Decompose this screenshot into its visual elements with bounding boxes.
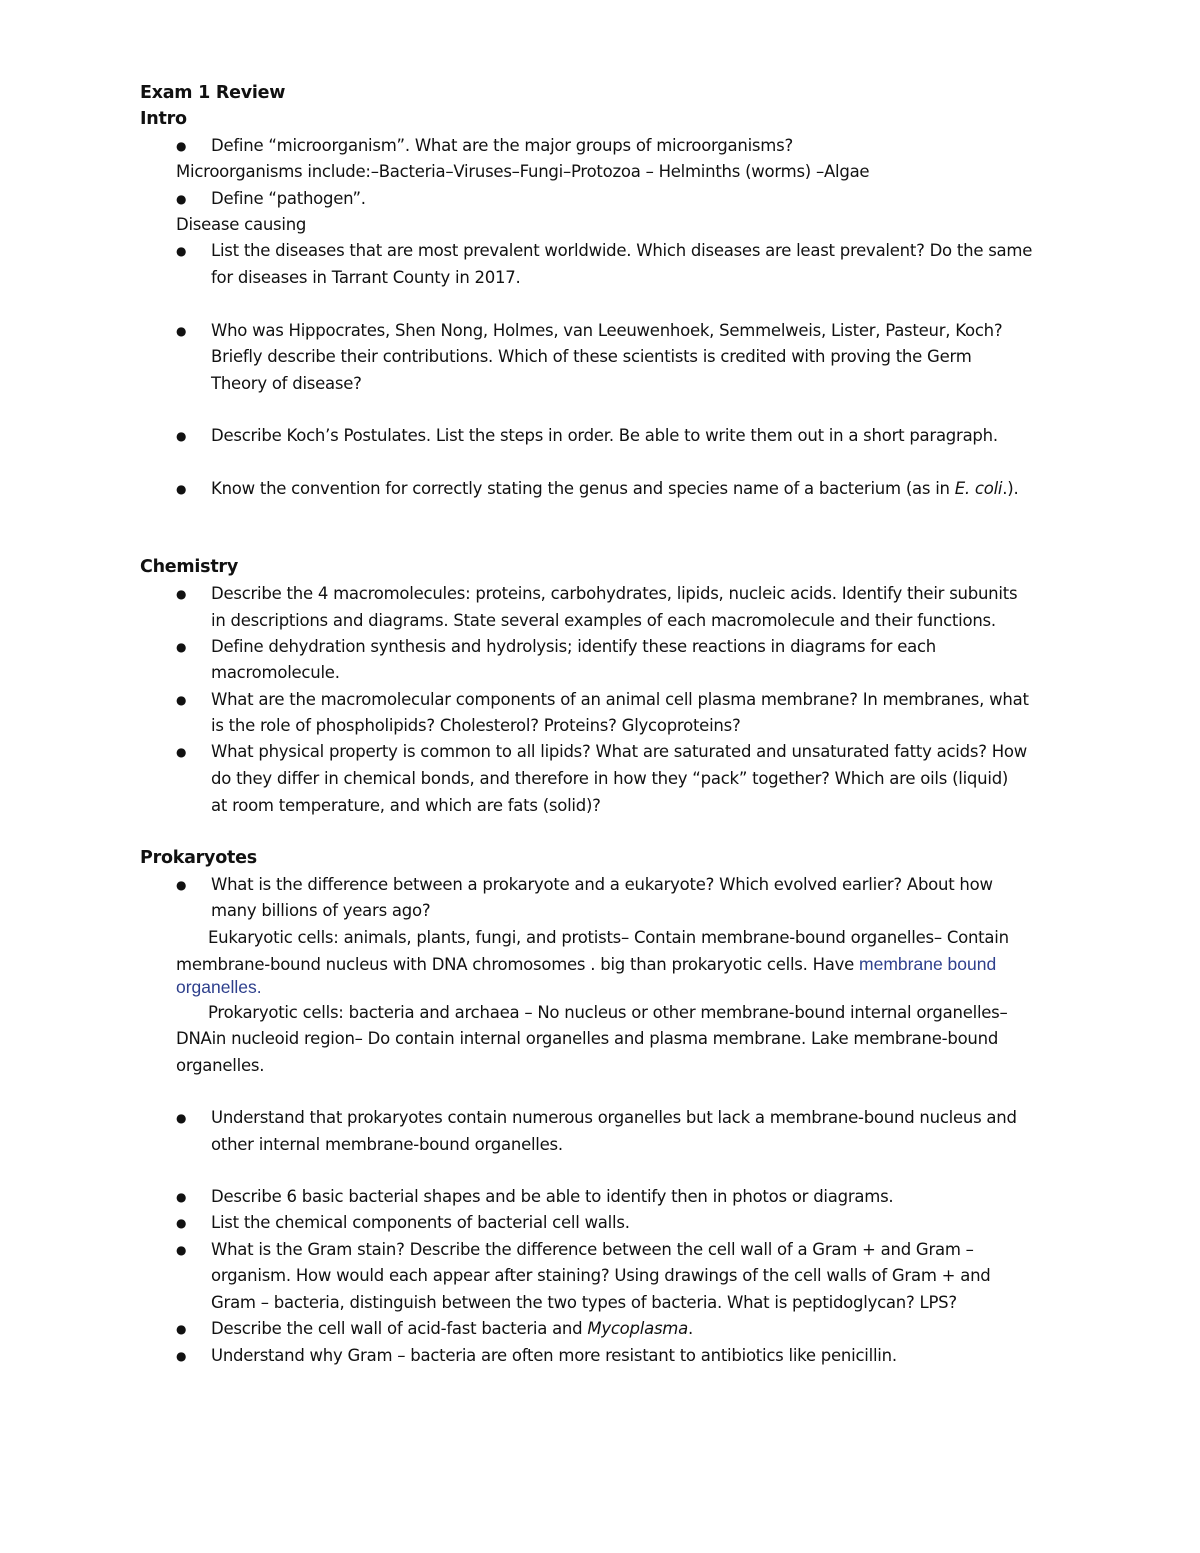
intro-question-1: Define “microorganism”. What are the major groups of microorganisms?: [211, 136, 793, 155]
prokaryotes-question-3: Describe 6 basic bacterial shapes and be able to identify then in photos or diagrams.: [211, 1187, 894, 1206]
intro-question-3-line-2: for diseases in Tarrant County in 2017.: [211, 268, 521, 287]
prokaryotes-question-6: [211, 1318, 693, 1340]
bullet-icon: ●: [176, 745, 187, 759]
intro-question-2: Define “pathogen”.: [211, 189, 366, 208]
species-name-italic: E. coli: [954, 479, 1003, 498]
prokaryotes-question-1-line-2: many billions of years ago?: [211, 901, 431, 920]
bullet-icon: ●: [176, 1190, 187, 1204]
bullet-icon: ●: [176, 878, 187, 892]
bullet-icon: ●: [176, 324, 187, 338]
prokaryote-answer-line-1: Prokaryotic cells: bacteria and archaea – No nucleus or other membrane-bound internal organelles–: [208, 1003, 1008, 1022]
chemistry-question-3-line-2: is the role of phospholipids? Cholesterol? Proteins? Glycoproteins?: [211, 716, 741, 735]
prokaryote-answer-line-3: organelles.: [176, 1056, 265, 1075]
bullet-icon: ●: [176, 1322, 187, 1336]
eukaryote-answer-text: membrane-bound nucleus with DNA chromosomes . big than prokaryotic cells. Have: [176, 955, 860, 974]
bullet-icon: ●: [176, 587, 187, 601]
prokaryotes-question-6-end: .: [687, 1319, 693, 1338]
intro-question-3-line-1: List the diseases that are most prevalent worldwide. Which diseases are least prevalent? Do the same: [211, 241, 1033, 260]
chemistry-question-3-line-1: What are the macromolecular components of an animal cell plasma membrane? In membranes, what: [211, 690, 1029, 709]
bullet-icon: ●: [176, 1111, 187, 1125]
bullet-icon: ●: [176, 244, 187, 258]
bullet-icon: ●: [176, 192, 187, 206]
prokaryotes-question-5-line-1: What is the Gram stain? Describe the difference between the cell wall of a Gram + and Gram –: [211, 1240, 974, 1259]
intro-answer-2: Disease causing: [176, 215, 307, 234]
intro-question-5: Describe Koch’s Postulates. List the steps in order. Be able to write them out in a short paragraph.: [211, 426, 998, 445]
intro-question-4-line-2: Briefly describe their contributions. Which of these scientists is credited with proving the Germ: [211, 347, 972, 366]
bullet-icon: ●: [176, 482, 187, 496]
prokaryotes-question-7: Understand why Gram – bacteria are often more resistant to antibiotics like penicillin.: [211, 1346, 897, 1365]
prokaryotes-question-5-line-2: organism. How would each appear after staining? Using drawings of the cell walls of Gram + and: [211, 1266, 991, 1285]
prokaryotes-question-6-text: Describe the cell wall of acid-fast bacteria and: [211, 1319, 588, 1338]
intro-answer-1: Microorganisms include:–Bacteria–Viruses–Fungi–Protozoa – Helminths (worms) –Algae: [176, 162, 870, 181]
eukaryote-answer-highlight: membrane bound: [859, 954, 997, 974]
bullet-icon: ●: [176, 693, 187, 707]
eukaryote-answer-line-2: [176, 953, 996, 976]
prokaryotes-question-4: List the chemical components of bacterial cell walls.: [211, 1213, 630, 1232]
chemistry-question-4-line-3: at room temperature, and which are fats (solid)?: [211, 796, 601, 815]
chemistry-question-2-line-1: Define dehydration synthesis and hydrolysis; identify these reactions in diagrams for each: [211, 637, 937, 656]
eukaryote-answer-line-3: organelles.: [176, 977, 262, 997]
prokaryotes-question-2-line-2: other internal membrane-bound organelles.: [211, 1135, 563, 1154]
prokaryote-answer-line-2: DNAin nucleoid region– Do contain internal organelles and plasma membrane. Lake membrane-bound: [176, 1029, 999, 1048]
intro-question-6: [211, 478, 1018, 500]
chemistry-question-1-line-2: in descriptions and diagrams. State several examples of each macromolecule and their functions.: [211, 611, 996, 630]
chemistry-question-4-line-1: What physical property is common to all lipids? What are saturated and unsaturated fatty acids? How: [211, 742, 1027, 761]
section-heading-chemistry: Chemistry: [140, 557, 238, 577]
prokaryotes-question-1-line-1: What is the difference between a prokaryote and a eukaryote? Which evolved earlier? About how: [211, 875, 993, 894]
bullet-icon: ●: [176, 429, 187, 443]
intro-question-4-line-1: Who was Hippocrates, Shen Nong, Holmes, van Leeuwenhoek, Semmelweis, Lister, Pasteur, Koch?: [211, 321, 1003, 340]
eukaryote-answer-line-1: Eukaryotic cells: animals, plants, fungi, and protists– Contain membrane-bound organelles– Contain: [208, 928, 1009, 947]
bullet-icon: ●: [176, 1349, 187, 1363]
intro-question-6-end: .).: [1002, 479, 1019, 498]
bullet-icon: ●: [176, 139, 187, 153]
intro-question-4-line-3: Theory of disease?: [211, 374, 362, 393]
bullet-icon: ●: [176, 1216, 187, 1230]
bullet-icon: ●: [176, 640, 187, 654]
chemistry-question-4-line-2: do they differ in chemical bonds, and therefore in how they “pack” together? Which are oils (liquid): [211, 769, 1009, 788]
section-heading-prokaryotes: Prokaryotes: [140, 848, 257, 868]
bullet-icon: ●: [176, 1243, 187, 1257]
document-title: Exam 1 Review: [140, 83, 286, 103]
prokaryotes-question-5-line-3: Gram – bacteria, distinguish between the two types of bacteria. What is peptidoglycan? LPS?: [211, 1293, 957, 1312]
organism-name-italic: Mycoplasma: [587, 1319, 688, 1338]
chemistry-question-1-line-1: Describe the 4 macromolecules: proteins, carbohydrates, lipids, nucleic acids. Identify their subunits: [211, 584, 1018, 603]
chemistry-question-2-line-2: macromolecule.: [211, 663, 340, 682]
prokaryotes-question-2-line-1: Understand that prokaryotes contain numerous organelles but lack a membrane-bound nucleus and: [211, 1108, 1017, 1127]
section-heading-intro: Intro: [140, 109, 187, 129]
intro-question-6-text: Know the convention for correctly stating the genus and species name of a bacterium (as in: [211, 479, 955, 498]
